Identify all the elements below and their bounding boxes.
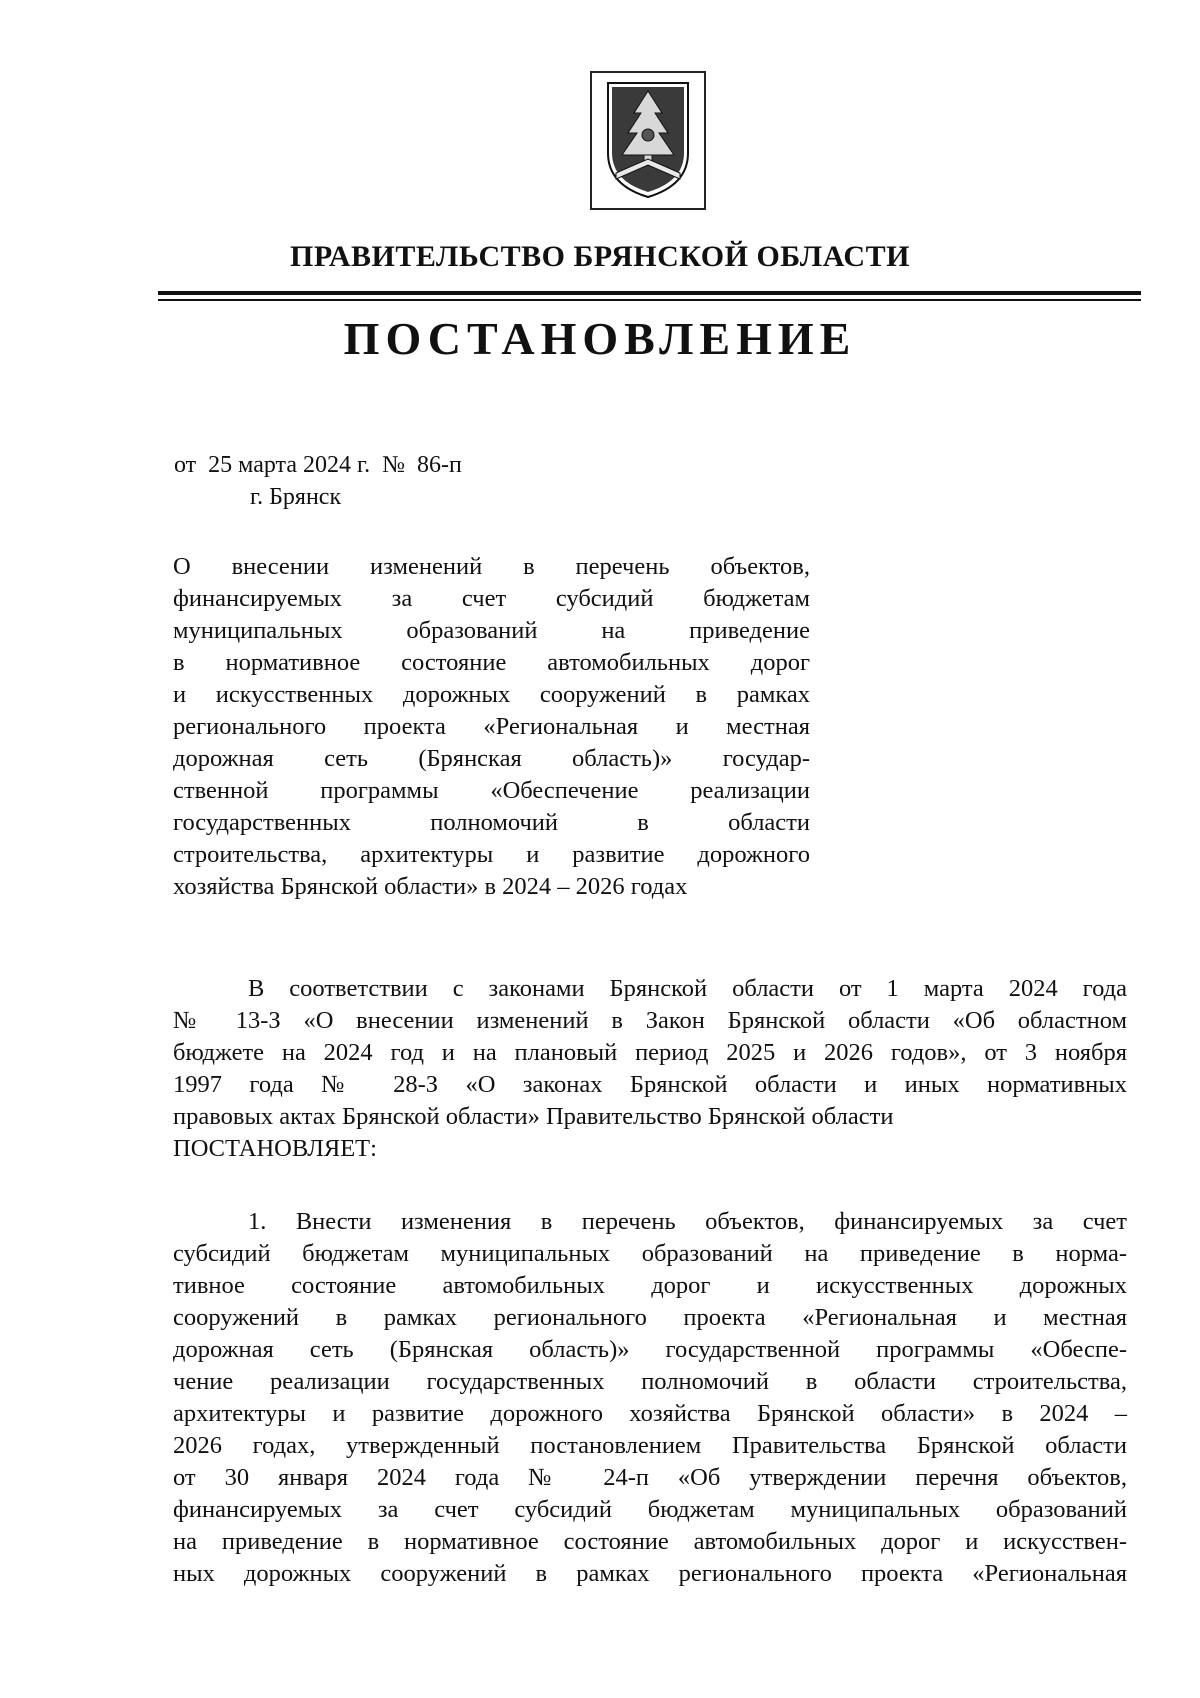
subject-line: ственной программы «Обеспечение реализации xyxy=(173,777,810,804)
paragraph-line: 1997 года № 28-З «О законах Брянской области и иных нормативных xyxy=(173,1071,1127,1098)
subject-line: в нормативное состояние автомобильных дорог xyxy=(173,649,810,676)
subject-line: финансируемых за счет субсидий бюджетам xyxy=(173,585,810,612)
paragraph-line: бюджете на 2024 год и на плановый период 2025 и 2026 годов», от 3 ноября xyxy=(173,1039,1127,1066)
issuing-authority: ПРАВИТЕЛЬСТВО БРЯНСКОЙ ОБЛАСТИ xyxy=(290,240,910,273)
paragraph-line: архитектуры и развитие дорожного хозяйства Брянской области» в 2024 – xyxy=(173,1400,1127,1427)
document-type-title: ПОСТАНОВЛЕНИЕ xyxy=(343,313,857,364)
paragraph-line: сооружений в рамках регионального проекта «Региональная и местная xyxy=(173,1304,1127,1331)
city-line: г. Брянск xyxy=(250,484,342,510)
paragraph-line: дорожная сеть (Брянская область)» государственной программы «Обеспе- xyxy=(173,1336,1127,1363)
date-number-line: от 25 марта 2024 г. № 86-п xyxy=(174,452,462,478)
paragraph-line: правовых актах Брянской области» Правительство Брянской области xyxy=(173,1103,894,1130)
preamble-paragraph xyxy=(173,973,1127,1165)
bryansk-coat-of-arms-icon xyxy=(590,71,706,210)
paragraph-line: ПОСТАНОВЛЯЕТ: xyxy=(173,1135,377,1162)
subject-line: муниципальных образований на приведение xyxy=(173,617,810,644)
paragraph-line: тивное состояние автомобильных дорог и искусственных дорожных xyxy=(173,1272,1127,1299)
subject-line: и искусственных дорожных сооружений в рамках xyxy=(173,681,810,708)
paragraph-line: на приведение в нормативное состояние автомобильных дорог и искусствен- xyxy=(173,1528,1127,1555)
subject-line: строительства, архитектуры и развитие дорожного xyxy=(173,841,810,868)
subject-line: государственных полномочий в области xyxy=(173,809,810,836)
document-subject xyxy=(173,551,810,903)
clause-1-paragraph xyxy=(173,1206,1127,1590)
paragraph-line: 2026 годах, утвержденный постановлением Правительства Брянской области xyxy=(173,1432,1127,1459)
paragraph-line: чение реализации государственных полномочий в области строительства, xyxy=(173,1368,1127,1395)
subject-line: дорожная сеть (Брянская область)» государ- xyxy=(173,745,810,772)
paragraph-line: от 30 января 2024 года № 24-п «Об утверждении перечня объектов, xyxy=(173,1464,1127,1491)
header-rule-thin xyxy=(158,299,1141,301)
paragraph-line: финансируемых за счет субсидий бюджетам муниципальных образований xyxy=(173,1496,1127,1523)
header-rule-thick xyxy=(158,291,1141,295)
paragraph-line: В соответствии с законами Брянской области от 1 марта 2024 года xyxy=(248,975,1127,1002)
coat-of-arms-drawing xyxy=(592,73,704,208)
paragraph-line: ных дорожных сооружений в рамках регионального проекта «Региональная xyxy=(173,1560,1127,1587)
subject-line: О внесении изменений в перечень объектов, xyxy=(173,553,810,580)
paragraph-line: субсидий бюджетам муниципальных образований на приведение в норма- xyxy=(173,1240,1127,1267)
paragraph-line: № 13-З «О внесении изменений в Закон Брянской области «Об областном xyxy=(173,1007,1127,1034)
subject-line: регионального проекта «Региональная и местная xyxy=(173,713,810,740)
subject-line: хозяйства Брянской области» в 2024 – 2026 годах xyxy=(173,873,688,900)
paragraph-line: 1. Внести изменения в перечень объектов, финансируемых за счет xyxy=(248,1208,1127,1235)
